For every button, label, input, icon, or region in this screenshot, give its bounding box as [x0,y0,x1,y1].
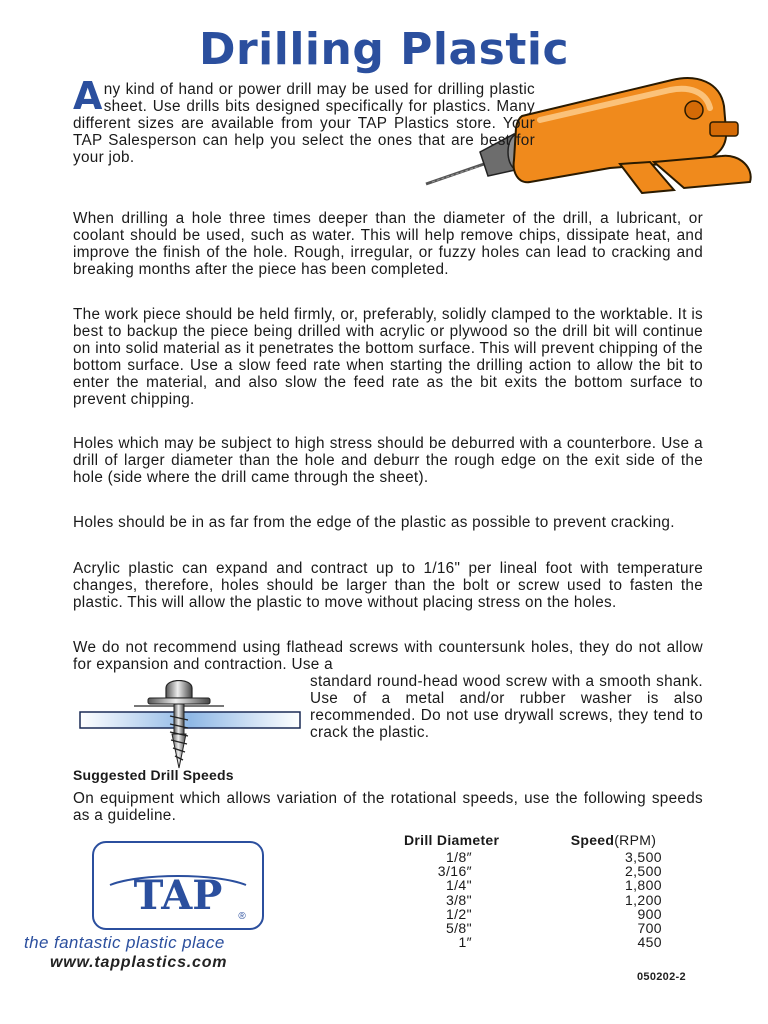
table-row [398,864,708,878]
cell-rpm: 450 [637,934,662,951]
logo-text: TAP [133,872,223,919]
paragraph-clamping: The work piece should be held firmly, or, preferably, solidly clamped to the worktable. It is best to backup the piece being drilled with acrylic or plywood so the drill bit will continue on into solid material as it penetrates the bottom surface. This will prevent chipping of the bottom surface. Use a slow feed rate when starting the drilling action to allow the bit to enter the material, and also slow the feed rate as the bit exits the bottom surface to prevent chipping. [73,306,703,408]
table-row [398,935,708,949]
cell-rpm: 700 [637,919,662,936]
cell-diameter: 3/16″ [437,863,472,880]
page-title: Drilling Plastic [198,24,570,75]
intro-text: ny kind of hand or power drill may be used for drilling plastic sheet. Use drills bits designed specifically for plastics. Many different sizes are available from your TAP Plastics store. Your TAP Salesperson can help you select the ones that are best for your job. [73,81,535,166]
intro-paragraph [73,74,535,166]
cell-diameter: 1/2" [445,905,472,922]
cell-rpm: 900 [637,905,662,922]
drop-cap: A [73,74,103,118]
cell-rpm: 3,500 [624,849,662,865]
registered-mark: ® [238,911,246,922]
table-row [398,850,708,864]
paragraph-screws-part1: We do not recommend using flathead screws with countersunk holes, they do not allow for expansion and contraction. Use a [73,639,703,673]
cell-diameter: 1/4" [445,877,472,894]
cell-diameter: 3/8" [445,891,472,908]
cell-rpm: 2,500 [624,863,662,880]
paragraph-screws-part2: standard round-head wood screw with a smooth shank. Use of a metal and/or rubber washer is also recommended. Do not use drywall screws, they tend to crack the plastic. [310,673,703,741]
cell-diameter: 1/8″ [445,849,472,865]
paragraph-edge-distance: Holes should be in as far from the edge of the plastic as possible to prevent cracking. [73,514,675,531]
website-link[interactable]: www.tapplastics.com [50,954,228,971]
cell-rpm: 1,200 [624,891,662,908]
speed-unit: (RPM) [614,832,657,848]
tap-logo-mark [94,843,262,928]
round-head-screw-icon [78,680,303,770]
speeds-intro: On equipment which allows variation of the rotational speeds, use the following speeds as a guideline. [73,790,703,824]
cell-diameter: 5/8" [445,919,472,936]
tagline: the fantastic plastic place [24,933,225,952]
paragraph-deburring: Holes which may be subject to high stress should be deburred with a counterbore. Use a drill of larger diameter than the hole and deburr the rough edge on the exit side of the hole (side where the drill came through the sheet). [73,435,703,486]
speed-label: Speed [570,832,615,848]
paragraph-expansion: Acrylic plastic can expand and contract up to 1/16" per lineal foot with temperature changes, therefore, holes should be larger than the bolt or screw used to fasten the plastic. This will allow the plastic to move without placing stress on the holes. [73,560,703,611]
table-body [398,850,708,949]
document-code: 050202-2 [637,971,686,983]
tap-logo [92,841,264,930]
table-header [398,830,708,850]
drill-speed-table [398,830,708,949]
table-row [398,893,708,907]
cell-diameter: 1″ [458,934,472,951]
column-header-speed [571,830,708,850]
column-header-diameter: Drill Diameter [404,832,500,848]
paragraph-lubricant: When drilling a hole three times deeper than the diameter of the drill, a lubricant, or coolant should be used, such as water. This will help remove chips, dissipate heat, and improve the finish of the hole. Rough, irregular, or fuzzy holes can lead to cracking and breaking months after the piece has been completed. [73,210,703,278]
speeds-heading: Suggested Drill Speeds [73,767,234,783]
cell-rpm: 1,800 [624,877,662,894]
table-row [398,907,708,921]
table-row [398,921,708,935]
table-row [398,878,708,892]
